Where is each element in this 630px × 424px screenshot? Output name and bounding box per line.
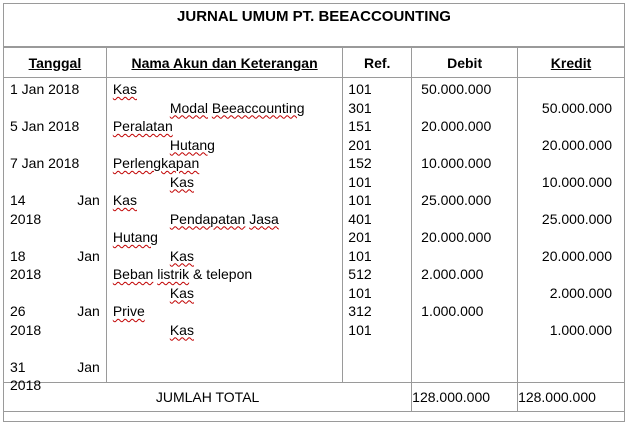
ref-code: 101 — [348, 173, 372, 190]
account-text: Prive — [112, 303, 145, 319]
account-name — [107, 80, 342, 98]
date-month: Jan — [77, 358, 100, 375]
account-text: Perlengkapan — [112, 155, 200, 171]
ref-code: 512 — [348, 266, 372, 282]
kredit-column — [518, 78, 625, 383]
date-year: 2018 — [10, 266, 42, 282]
date-cell — [4, 247, 106, 265]
ref-code: 101 — [348, 284, 372, 301]
kredit-amount: 2.000.000 — [549, 284, 612, 301]
account-name — [107, 321, 342, 339]
kredit-amount: 1.000.000 — [549, 321, 612, 338]
date-month: Jan — [77, 192, 100, 208]
header-row — [4, 48, 625, 78]
date-year: 2018 — [10, 210, 42, 227]
ref-code: 101 — [348, 247, 372, 264]
account-text: Kas — [169, 321, 194, 338]
date-month: Jan — [77, 303, 100, 319]
date-month: Jan — [77, 247, 100, 264]
ref-code: 301 — [348, 99, 372, 116]
account-name — [107, 284, 342, 302]
account-name — [107, 191, 342, 209]
account-text: Kas — [169, 247, 194, 264]
debit-amount: 20.000.000 — [421, 229, 492, 245]
account-name — [107, 173, 342, 191]
account-column — [106, 78, 342, 383]
ref-code: 101 — [348, 321, 372, 338]
journal-document — [3, 3, 625, 419]
date-cell: 7 Jan 2018 — [10, 155, 80, 171]
debit-amount: 2.000.000 — [421, 266, 484, 282]
date-day: 26 — [10, 303, 26, 319]
kredit-amount: 25.000.000 — [541, 210, 612, 227]
date-day: 18 — [10, 247, 26, 264]
account-name — [107, 265, 342, 283]
ref-code: 152 — [348, 155, 372, 171]
debit-amount: 50.000.000 — [421, 81, 492, 97]
kredit-amount: 20.000.000 — [541, 247, 612, 264]
journal-title: JURNAL UMUM PT. BEEACCOUNTING — [3, 3, 625, 47]
date-year: 2018 — [10, 321, 42, 338]
ref-code: 312 — [348, 303, 372, 319]
entries-body — [4, 78, 625, 383]
account-text: Kas — [112, 192, 137, 208]
account-name — [107, 117, 342, 135]
date-day: 31 — [10, 358, 26, 375]
account-text: Kas — [112, 81, 137, 97]
date-cell — [4, 191, 106, 209]
debit-amount: 1.000.000 — [421, 303, 484, 319]
kredit-amount: 20.000.000 — [541, 136, 612, 153]
debit-column — [412, 78, 518, 383]
account-name — [107, 228, 342, 246]
header-ref: Ref. — [343, 48, 412, 78]
kredit-amount: 50.000.000 — [541, 99, 612, 116]
debit-amount: 20.000.000 — [421, 118, 492, 134]
account-text: Kas — [169, 284, 194, 301]
ref-code: 201 — [348, 136, 372, 153]
date-cell — [4, 358, 106, 376]
ref-code: 101 — [348, 81, 372, 97]
account-name — [107, 247, 342, 265]
ref-code: 101 — [348, 192, 372, 208]
account-text: Hutang — [112, 229, 158, 245]
header-nama-akun: Nama Akun dan Keterangan — [106, 48, 342, 78]
date-cell — [4, 302, 106, 320]
debit-amount: 10.000.000 — [421, 155, 492, 171]
date-cell: 1 Jan 2018 — [10, 81, 80, 97]
account-text: Hutang — [169, 136, 215, 153]
account-text: Modal Beeaccounting — [169, 99, 305, 116]
ref-code: 151 — [348, 118, 372, 134]
total-label: JUMLAH TOTAL — [4, 383, 412, 412]
account-text: Kas — [169, 173, 194, 190]
ref-code: 401 — [348, 210, 372, 227]
date-cell: 5 Jan 2018 — [10, 118, 80, 134]
date-year: 2018 — [10, 377, 42, 393]
header-tanggal: Tanggal — [4, 48, 107, 78]
header-debit: Debit — [412, 48, 518, 78]
account-name — [107, 136, 342, 154]
kredit-amount: 10.000.000 — [541, 173, 612, 190]
account-text: Pendapatan Jasa — [169, 210, 279, 227]
ref-column — [343, 78, 412, 383]
account-name — [107, 210, 342, 228]
account-text: Peralatan — [112, 118, 173, 134]
date-column — [4, 78, 107, 393]
debit-amount: 25.000.000 — [421, 192, 492, 208]
account-name — [107, 302, 342, 320]
total-debit: 128.000.000 — [412, 383, 518, 412]
date-day: 14 — [10, 192, 26, 208]
total-kredit: 128.000.000 — [518, 383, 625, 412]
journal-table — [3, 47, 625, 412]
account-name — [107, 154, 342, 172]
account-text: Beban listrik & telepon — [112, 266, 253, 282]
bottom-strip — [3, 410, 625, 422]
header-kredit: Kredit — [518, 48, 625, 78]
ref-code: 201 — [348, 229, 372, 245]
account-name — [107, 99, 342, 117]
